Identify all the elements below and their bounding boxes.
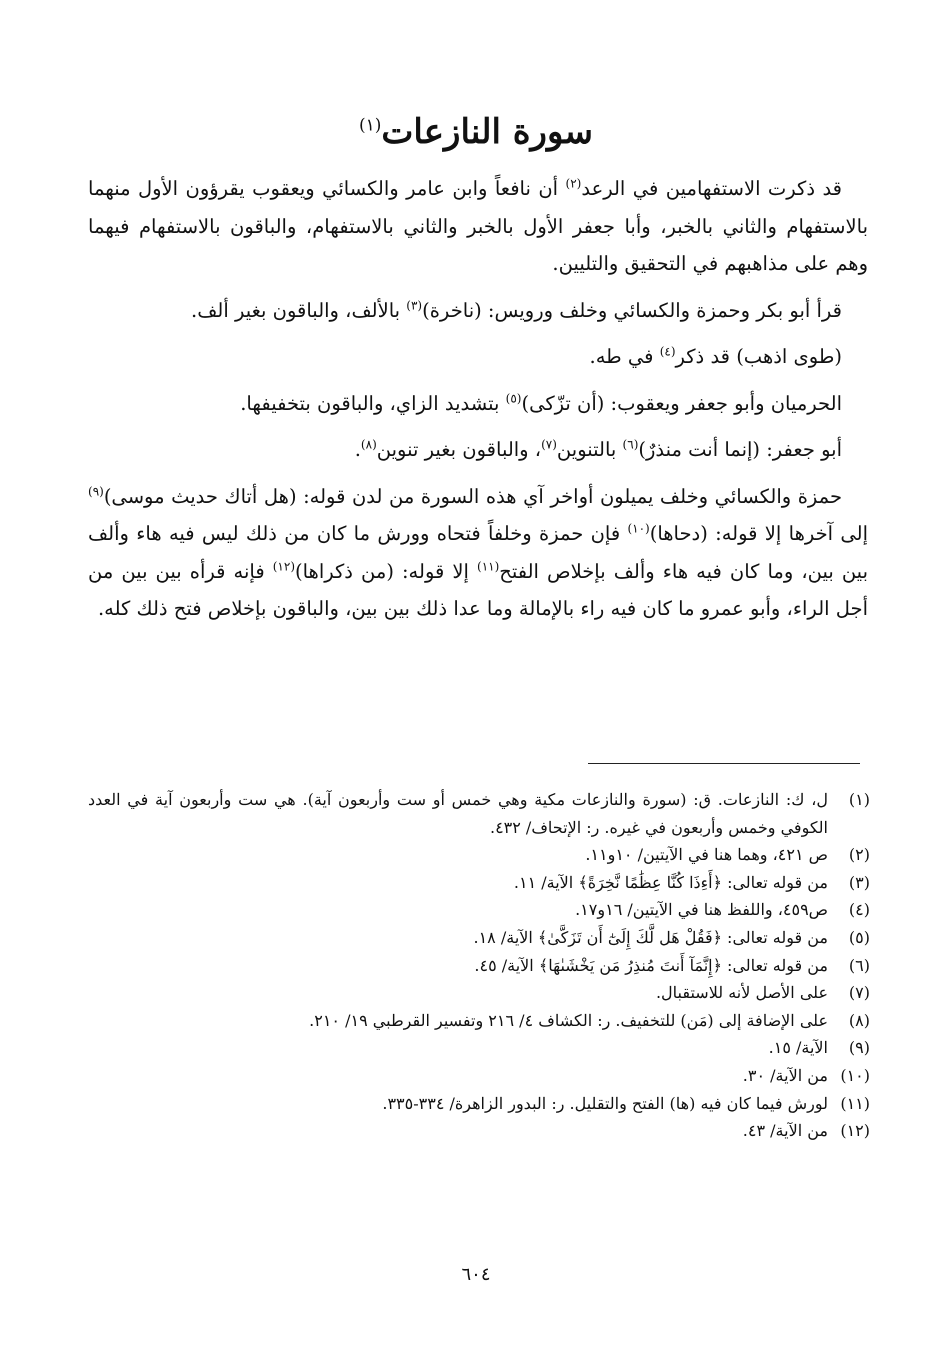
footnote (88, 1007, 870, 1035)
main-text (88, 170, 868, 637)
footnote (88, 952, 870, 980)
footnote-number: (١٠) (840, 1065, 870, 1085)
paragraph (88, 431, 868, 469)
footnote-number: (٨) (848, 1010, 870, 1030)
text-run: في طه. (589, 345, 660, 368)
footnote-text: من قوله تعالى: ﴿فَقُلْ هَل لَّكَ إِلَىٰٓ أَن تَزَكَّىٰ﴾ الآية/ ١٨. (473, 927, 828, 947)
footnote-text: من قوله تعالى: ﴿أَءِذَا كُنَّا عِظَٰمًا نَّخِرَةً﴾ الآية/ ١١. (513, 872, 828, 892)
footnote (88, 1090, 870, 1118)
footnote (88, 869, 870, 897)
paragraph (88, 170, 868, 283)
footnote-ref: (١١) (477, 559, 500, 573)
footnote-text: ص ٤٢١، وهما هنا في الآيتين/ ١٠و١١. (585, 845, 828, 865)
footnote-ref: (٧) (541, 437, 557, 452)
footnote-text: على الأصل لأنه للاستقبال. (655, 983, 828, 1003)
footnote-ref: (١) (358, 115, 382, 136)
footnote-text: ل، ك: النازعات. ق: (سورة والنازعات مكية وهي خمس أو ست وأربعون آية). هي ست وأربعون آية في العدد الكوفي وخمس وأربعون في غيره. ر: الإتحاف/ ٤٣٢. (88, 790, 828, 837)
footnote (88, 1117, 870, 1145)
text-run: حمزة والكسائي وخلف يميلون أواخر آي هذه السورة من لدن قوله: (هل أتاك حديث موسى) (103, 484, 842, 508)
text-run: بتشديد الزاي، والباقون بتخفيفها. (240, 391, 506, 415)
footnote (88, 924, 870, 952)
footnote-text: من الآية/ ٣٠. (742, 1065, 828, 1085)
text-run: إلا قوله: (من ذكراها) (295, 559, 477, 583)
footnote-number: (٩) (848, 1038, 870, 1058)
text-run: أبو جعفر: (إنما أنت منذرٌ) (638, 438, 842, 461)
footnote-text: على الإضافة إلى (مَن) للتخفيف. ر: الكشاف ٤/ ٢١٦ وتفسير القرطبي ١٩/ ٢١٠. (309, 1010, 828, 1030)
paragraph (88, 338, 868, 376)
footnote (88, 896, 870, 924)
text-run: فإنه قرأه بين بين من أجل الراء، وأبو عمرو ما كان فيه راء بالإمالة وما عدا ذلك بين بين، والباقون بإخلاص فتح ذلك كله. (88, 559, 868, 620)
footnote-ref: (٢) (565, 176, 582, 191)
paragraph (88, 385, 868, 423)
footnote-text: لورش فيما كان فيه (ها) الفتح والتقليل. ر: البدور الزاهرة/ ٣٣٤-٣٣٥. (382, 1093, 828, 1113)
footnote (88, 841, 870, 869)
title-text: سورة النازعات (381, 112, 594, 152)
footnote (88, 979, 870, 1007)
footnote-ref: (٤) (659, 344, 676, 359)
footnote-ref: (٥) (505, 391, 522, 405)
footnote-number: (٣) (848, 872, 870, 892)
paragraph (88, 478, 868, 628)
paragraph (88, 292, 868, 330)
footnote-text: الآية/ ١٥. (768, 1038, 828, 1058)
footnote-ref: (٦) (622, 437, 639, 452)
footnote-ref: (٣) (406, 298, 423, 312)
page-number: ٦٠٤ (461, 1264, 491, 1285)
footnote-number: (١٢) (840, 1121, 870, 1141)
footnote-number: (٥) (848, 927, 870, 947)
footnote-ref: (٩) (88, 484, 104, 498)
text-run: إلى آخرها إلا قوله: (دحاها) (649, 522, 868, 545)
footnote-number: (٤) (848, 900, 870, 920)
text-run: (طوى اذهب) قد ذكر (675, 345, 842, 368)
text-run: فإن حمزة وخلفاً فتحاه وورش ما كان من ذلك ليس فيه هاء وألف بين بين، وما كان فيه هاء وألف بإخلاص الفتح (88, 522, 868, 583)
text-run: بالتنوين (556, 438, 623, 461)
footnote-number: (٢) (848, 845, 870, 865)
footnote-number: (٦) (848, 955, 870, 975)
text-run: قرأ أبو بكر وحمزة والكسائي وخلف ورويس: (ناخرة) (422, 298, 842, 322)
footnote-text: ص٤٥٩، واللفظ هنا في الآيتين/ ١٦و١٧. (575, 900, 828, 920)
footnote (88, 786, 870, 841)
footnote (88, 1062, 870, 1090)
footnote-ref: (١٢) (272, 559, 295, 573)
footnote-ref: (٨) (360, 437, 377, 452)
footnote-text: من الآية/ ٤٣. (742, 1121, 828, 1141)
text-run: ، والباقون بغير تنوين (376, 438, 542, 461)
text-run: أن نافعاً وابن عامر والكسائي ويعقوب يقرؤون الأول منهما بالاستفهام والثاني بالخبر، وأبا جعفر الأول بالخبر والثاني بالاستفهام، والباقون بالاستفهام فيهما وهم على مذاهبهم في التحقيق والتليين. (88, 177, 868, 275)
footnote (88, 1034, 870, 1062)
footnote-number: (١) (848, 790, 870, 809)
page-title (0, 104, 952, 160)
text-run: قد ذكرت الاستفهامين في الرعد (581, 177, 842, 200)
footnote-separator (588, 763, 860, 764)
footnote-number: (١١) (840, 1093, 870, 1113)
footnote-ref: (١٠) (627, 521, 650, 536)
text-run: الحرميان وأبو جعفر ويعقوب: (أن تزّكى) (521, 391, 842, 415)
text-run: بالألف، والباقون بغير ألف. (191, 298, 407, 322)
footnotes (88, 786, 870, 1145)
footnote-number: (٧) (848, 983, 870, 1003)
text-run: . (354, 438, 361, 461)
footnote-text: من قوله تعالى: ﴿إِنَّمَآ أَنتَ مُنذِرُ مَن يَخْشَىٰهَا﴾ الآية/ ٤٥. (474, 955, 828, 975)
